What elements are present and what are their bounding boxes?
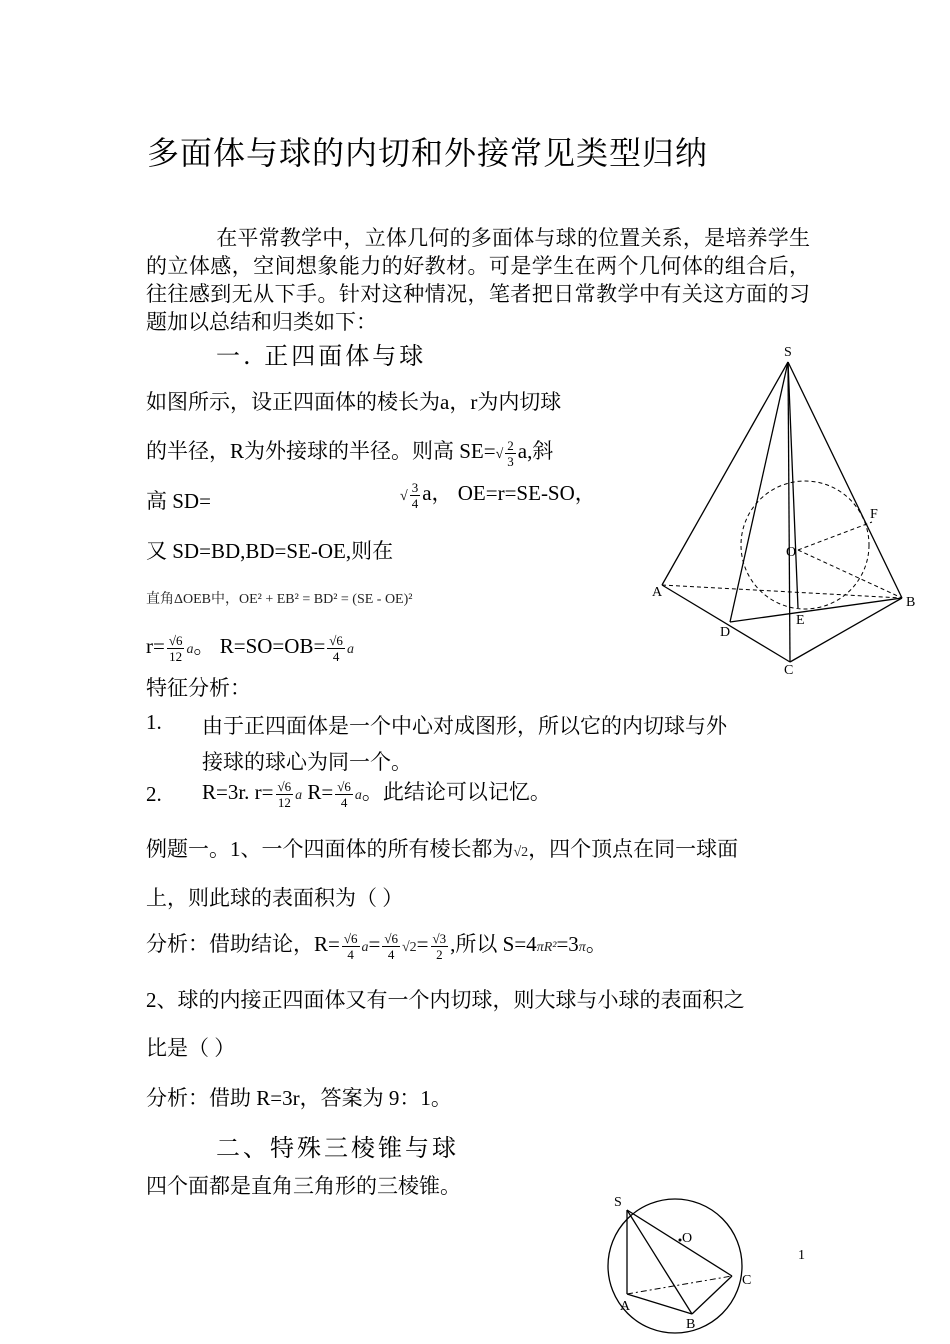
label-O: O [682, 1231, 693, 1246]
feature2-text-b: R= [307, 780, 334, 804]
feature1-line-b: 接球的球心为同一个。 [202, 750, 412, 774]
edge-BC [790, 598, 902, 662]
label-C: C [784, 663, 794, 678]
feature-title: 特征分析： [146, 676, 251, 700]
frac-den: 4 [347, 946, 354, 962]
section2-line1: 四个面都是直角三角形的三棱锥。 [146, 1174, 461, 1198]
example2-line-a: 2、球的内接正四面体又有一个内切球，则大球与小球的表面积之 [146, 988, 745, 1012]
frac-den: 4 [387, 946, 395, 962]
analysis1-text-c: =3 [556, 932, 579, 956]
example2-line-b: 比是（ ） [146, 1036, 236, 1060]
fraction-sqrt6-4 [382, 931, 400, 962]
fraction-sqrt6-12 [276, 779, 294, 810]
frac-num: √6 [168, 632, 183, 648]
intro-paragraph [146, 224, 810, 336]
analysis1-text-b: ,所以 S=4 [450, 932, 537, 956]
frac-den: 4 [340, 794, 348, 810]
label-E: E [796, 613, 805, 628]
frac-num: √6 [384, 930, 398, 946]
line-DB [730, 598, 902, 622]
fraction-2-3 [505, 438, 516, 469]
R-label: 。 R=SO=OB= [193, 634, 326, 658]
frac-num: √3 [432, 930, 447, 946]
s1-line1: 如图所示，设正四面体的棱长为a，r为内切球 [146, 390, 562, 414]
tetrahedron-figure [640, 340, 930, 680]
s1-formula: 直角ΔOEB中，OE² + EB² = BD² = (SE - OE)² [146, 592, 413, 607]
frac-den: 12 [277, 794, 291, 810]
frac-num: 2 [507, 437, 514, 453]
fraction-sqrt6-12 [167, 633, 185, 664]
analysis2-line: 分析：借助 R=3r，答案为 9：1。 [146, 1086, 452, 1110]
sqrt2: √2 [513, 845, 529, 860]
example1-line-a [146, 833, 738, 863]
label-S: S [614, 1195, 622, 1210]
sqrt-symbol: √ [400, 489, 408, 504]
feature1-num: 1. [146, 710, 162, 734]
frac-num: √6 [329, 632, 343, 648]
var-a: a [361, 940, 369, 955]
s1-line3-text: a， OE=r=SE-SO， [422, 481, 596, 505]
example1-line-b: 上，则此球的表面积为（ ） [146, 886, 404, 910]
feature1-line-a: 由于正四面体是一个中心对成图形，所以它的内切球与外 [202, 714, 727, 738]
frac-num: √6 [343, 930, 358, 946]
page-number: 1 [798, 1248, 805, 1263]
label-A: A [652, 585, 663, 600]
var-a: a [354, 788, 362, 803]
frac-den: 2 [436, 946, 443, 962]
s1-line3 [400, 477, 596, 511]
s1-line2 [146, 435, 553, 469]
intro-text: 在平常教学中，立体几何的多面体与球的位置关系，是培养学生的立体感，空间想象能力的好教材。可是学生在两个几何体的组合后，往往感到无从下手。针对这种情况，笔者把日常教学中有关这方面的习题加以总结和归类如下： [146, 226, 810, 334]
label-O: O [786, 545, 797, 560]
fraction-sqrt6-4 [335, 779, 353, 810]
example1-text-b: ，四个顶点在同一球面 [528, 837, 739, 861]
feature2-text-c: 。此结论可以记忆。 [361, 780, 551, 804]
analysis1-text-a: 分析：借助结论，R= [146, 932, 340, 956]
frac-num: √6 [337, 778, 351, 794]
frac-den: 4 [332, 648, 340, 664]
label-C: C [742, 1273, 752, 1288]
label-B: B [906, 595, 916, 610]
fraction-3-4 [410, 480, 421, 511]
r-label: r= [146, 634, 165, 658]
edge-AB-hidden [662, 585, 902, 598]
s1-line6 [146, 630, 354, 664]
label-B: B [686, 1317, 696, 1332]
analysis1-text-d: 。 [585, 932, 607, 956]
feature2-num: 2. [146, 782, 162, 806]
frac-den: 4 [411, 495, 419, 511]
line-OF [798, 522, 872, 550]
sqrt2: √2 [401, 940, 417, 955]
fraction-sqrt3-2 [431, 931, 449, 962]
edge-SC [627, 1210, 732, 1276]
frac-den: 3 [507, 453, 514, 469]
pi-symbol: π [578, 940, 586, 955]
fraction-sqrt6-4 [327, 633, 345, 664]
pyramid-sphere-figure [600, 1184, 770, 1344]
inscribed-sphere [741, 481, 869, 609]
feature2-text-a: R=3r. r= [202, 780, 274, 804]
label-D: D [720, 625, 731, 640]
var-a: a [186, 642, 194, 657]
analysis1-line: 分析：借助结论，R= $\frac{√6}{4}$ a= $\frac{√6}{4}$ √2= $\frac{√3}{2}$ ,所以 S=4πR²=3π。 [146, 930, 607, 962]
section2-heading: 二、特殊三棱锥与球 [216, 1134, 459, 1162]
pi-r-squared: πR² [536, 940, 557, 955]
label-S: S [784, 345, 792, 360]
sqrt-symbol: √ [495, 447, 504, 462]
var-a: a [346, 642, 354, 657]
var-a: a [295, 788, 303, 803]
edge-SA [662, 362, 788, 585]
s1-line2-text: 的半径，R为外接球的半径。则高 SE= [146, 439, 496, 463]
s1-line2-end: a,斜 [517, 439, 554, 463]
frac-den: 12 [169, 648, 183, 664]
feature2-line [202, 776, 551, 810]
edge-SB [627, 1210, 692, 1314]
s1-line4: 又 SD=BD,BD=SE-OE,则在 [146, 539, 394, 563]
edge-SB [788, 362, 902, 598]
section1-heading: 一. 正四面体与球 [216, 342, 427, 370]
frac-num: 3 [411, 479, 419, 495]
page-title: 多面体与球的内切和外接常见类型归纳 [147, 134, 709, 172]
edge-AC [662, 585, 790, 662]
s1-line3-label: 高 SD= [146, 489, 211, 513]
frac-num: √6 [277, 778, 292, 794]
label-A: A [620, 1299, 631, 1314]
edge-AB [627, 1294, 692, 1314]
example1-text-a: 例题一。1、一个四面体的所有棱长都为 [146, 837, 514, 861]
fraction-sqrt6-4 [342, 931, 360, 962]
line-SD [730, 362, 788, 622]
label-F: F [870, 507, 878, 522]
